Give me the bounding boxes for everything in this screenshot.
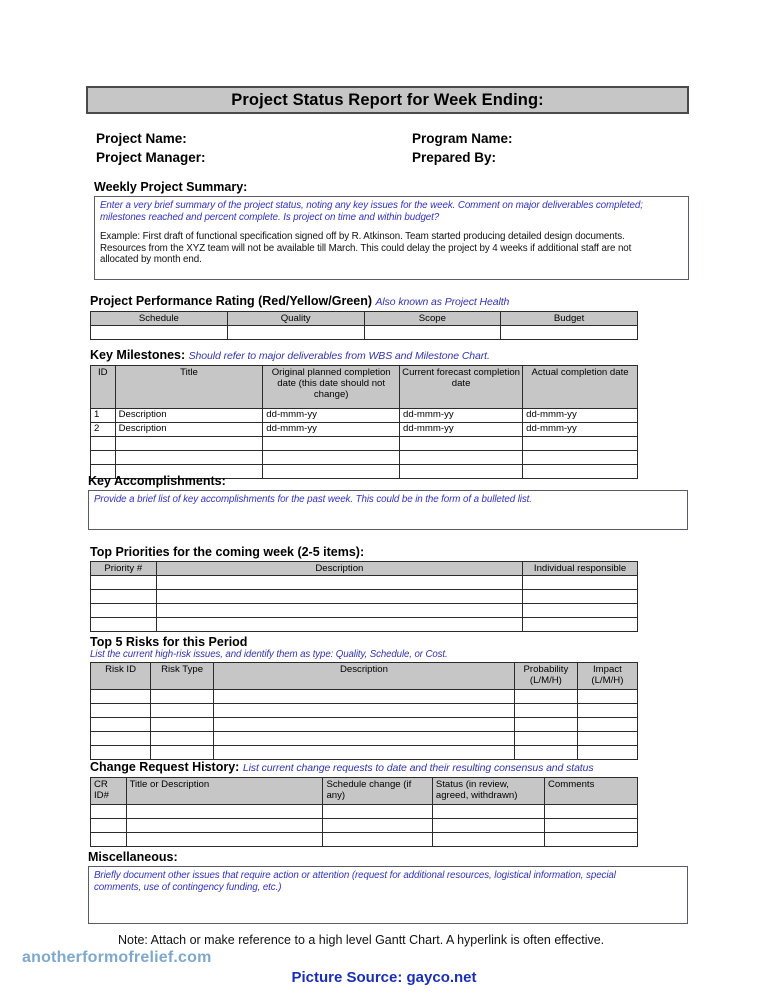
cell[interactable] — [263, 451, 400, 465]
cell[interactable] — [214, 690, 515, 704]
cell[interactable] — [432, 805, 544, 819]
cell[interactable]: dd-mmm-yy — [523, 409, 638, 423]
column-header-line: (L/M/H) — [529, 675, 562, 686]
top-priorities-heading: Top Priorities for the coming week (2-5 items): — [90, 545, 365, 559]
column-header — [577, 663, 637, 690]
cell[interactable] — [214, 746, 515, 760]
cell[interactable] — [151, 732, 214, 746]
column-header-line: agreed, withdrawn) — [435, 790, 518, 801]
table-header-row — [91, 778, 638, 805]
top-risks-hint: List the current high-risk issues, and identify them as type: Quality, Schedule, or Cost. — [90, 649, 448, 660]
cell[interactable] — [432, 819, 544, 833]
weekly-summary-example-line-2: Resources from the XYZ team will not be available till March. This could delay the project by 4 weeks if additional staff are not — [100, 242, 632, 254]
cell[interactable] — [514, 718, 577, 732]
table-header-row — [91, 663, 638, 690]
cell[interactable] — [364, 326, 501, 340]
cell[interactable] — [514, 704, 577, 718]
cell[interactable] — [501, 326, 638, 340]
key-milestones-title: Key Milestones: — [90, 348, 186, 362]
top-priorities-table — [90, 561, 638, 632]
table-row[interactable] — [91, 437, 638, 451]
column-header-line: ID# — [94, 790, 109, 801]
miscellaneous-section — [88, 850, 688, 924]
column-header: Budget — [501, 312, 638, 326]
column-header: Risk Type — [151, 663, 214, 690]
cell[interactable] — [514, 746, 577, 760]
column-header: Quality — [227, 312, 364, 326]
column-header: Description — [214, 663, 515, 690]
weekly-summary-heading: Weekly Project Summary: — [94, 180, 248, 194]
cell[interactable]: dd-mmm-yy — [400, 423, 523, 437]
cell[interactable] — [91, 690, 151, 704]
cell[interactable] — [91, 704, 151, 718]
cell[interactable] — [91, 833, 127, 847]
top-risks-section — [90, 635, 638, 760]
cell[interactable]: 1 — [91, 409, 116, 423]
column-header-line: Impact — [593, 664, 622, 675]
project-name-label: Project Name: — [96, 131, 187, 146]
table-row[interactable] — [91, 690, 638, 704]
cell[interactable] — [156, 604, 523, 618]
table-row[interactable] — [91, 704, 638, 718]
cell[interactable] — [156, 576, 523, 590]
column-header: ID — [91, 366, 116, 409]
cell[interactable] — [91, 437, 116, 451]
site-watermark: anotherformofrelief.com — [22, 949, 212, 966]
cell[interactable]: dd-mmm-yy — [263, 409, 400, 423]
prepared-by-label: Prepared By: — [412, 150, 497, 165]
table-header-row — [91, 562, 638, 576]
cell[interactable] — [544, 819, 637, 833]
page-title: Project Status Report for Week Ending: — [231, 90, 544, 109]
cell[interactable] — [544, 805, 637, 819]
weekly-summary-instruction-line-2: milestones reached and percent complete. Is project on time and within budget? — [100, 211, 440, 223]
column-header: Risk ID — [91, 663, 151, 690]
column-header: Comments — [544, 778, 637, 805]
key-accomplishments-heading: Key Accomplishments: — [88, 474, 226, 488]
column-header-line: Probability — [523, 664, 569, 675]
cell[interactable] — [126, 819, 323, 833]
miscellaneous-instruction-line-1: Briefly document other issues that require action or attention (request for additional resources, logistical information, special — [94, 870, 616, 881]
column-header — [432, 778, 544, 805]
cell[interactable] — [126, 805, 323, 819]
table-row[interactable] — [91, 805, 638, 819]
table-row[interactable] — [91, 326, 638, 340]
cell[interactable] — [400, 451, 523, 465]
performance-rating-section — [90, 294, 638, 340]
cell[interactable] — [523, 576, 638, 590]
column-header: Individual responsible — [523, 562, 638, 576]
performance-rating-table — [90, 311, 638, 340]
table-header-row — [91, 366, 638, 409]
column-header: Actual completion date — [523, 366, 638, 409]
cell[interactable] — [126, 833, 323, 847]
cell[interactable] — [91, 805, 127, 819]
cell[interactable] — [214, 718, 515, 732]
performance-rating-heading — [90, 294, 638, 309]
cell[interactable] — [214, 732, 515, 746]
gantt-chart-note: Note: Attach or make reference to a high level Gantt Chart. A hyperlink is often effective. — [118, 933, 605, 947]
column-header: Schedule — [91, 312, 228, 326]
performance-rating-title: Project Performance Rating (Red/Yellow/Green) — [90, 294, 373, 308]
cell[interactable] — [91, 604, 157, 618]
cell[interactable] — [523, 451, 638, 465]
cell[interactable] — [523, 604, 638, 618]
project-manager-label: Project Manager: — [96, 150, 206, 165]
change-request-hint: List current change requests to date and their resulting consensus and status — [242, 762, 594, 774]
table-row[interactable] — [91, 423, 638, 437]
miscellaneous-heading: Miscellaneous: — [88, 850, 178, 864]
column-header: Description — [156, 562, 523, 576]
table-row[interactable] — [91, 451, 638, 465]
column-header — [91, 778, 127, 805]
cell[interactable] — [523, 437, 638, 451]
table-row[interactable] — [91, 576, 638, 590]
spacer — [100, 223, 683, 231]
column-header-line: any) — [326, 790, 346, 801]
column-header — [514, 663, 577, 690]
key-milestones-hint: Should refer to major deliverables from WBS and Milestone Chart. — [188, 350, 490, 362]
cell[interactable]: dd-mmm-yy — [523, 423, 638, 437]
performance-rating-hint: Also known as Project Health — [375, 296, 510, 308]
cell[interactable]: dd-mmm-yy — [400, 409, 523, 423]
cell[interactable] — [91, 576, 157, 590]
cell[interactable] — [156, 590, 523, 604]
change-request-table — [90, 777, 638, 847]
cell[interactable] — [544, 833, 637, 847]
cell[interactable]: Description — [115, 409, 263, 423]
table-row[interactable] — [91, 718, 638, 732]
cell[interactable] — [91, 451, 116, 465]
key-milestones-section — [90, 348, 638, 479]
cell[interactable] — [91, 618, 157, 632]
cell[interactable] — [514, 732, 577, 746]
weekly-summary-instruction-line-1: Enter a very brief summary of the project status, noting any key issues for the week. Comment on major deliverables completed; — [100, 200, 643, 211]
cell[interactable] — [577, 718, 637, 732]
identity-row-2 — [96, 148, 696, 167]
table-row[interactable] — [91, 746, 638, 760]
weekly-summary-example-line-3: allocated by month end. — [100, 254, 202, 266]
table-row[interactable] — [91, 590, 638, 604]
top-priorities-section — [90, 545, 638, 632]
column-header-line: (L/M/H) — [591, 675, 624, 686]
change-request-history-section — [90, 760, 638, 847]
column-header-line: CR — [94, 779, 108, 790]
cell[interactable] — [91, 819, 127, 833]
table-header-row — [91, 312, 638, 326]
cell[interactable] — [91, 326, 228, 340]
cell[interactable] — [91, 746, 151, 760]
report-title-banner — [86, 86, 689, 114]
cell[interactable] — [577, 704, 637, 718]
change-request-heading — [90, 760, 638, 775]
column-header: Current forecast completion date — [400, 366, 523, 409]
cell[interactable] — [523, 618, 638, 632]
cell[interactable]: 2 — [91, 423, 116, 437]
miscellaneous-textbox[interactable] — [88, 866, 688, 924]
cell[interactable] — [323, 819, 432, 833]
cell[interactable] — [156, 618, 523, 632]
weekly-summary-textbox[interactable] — [94, 196, 689, 280]
table-row[interactable] — [91, 833, 638, 847]
key-milestones-heading — [90, 348, 638, 363]
key-accomplishments-instruction: Provide a brief list of key accomplishments for the past week. This could be in the form of a bulleted list. — [94, 494, 532, 505]
weekly-summary-example-line-1: Example: First draft of functional specification signed off by R. Atkinson. Team started producing detailed design documents. — [100, 231, 625, 243]
cell[interactable] — [323, 833, 432, 847]
project-identity-fields — [96, 129, 696, 167]
table-row[interactable] — [91, 819, 638, 833]
cell[interactable] — [432, 833, 544, 847]
column-header: Priority # — [91, 562, 157, 576]
cell[interactable]: Description — [115, 423, 263, 437]
cell[interactable] — [151, 746, 214, 760]
key-milestones-table — [90, 365, 638, 479]
top-risks-heading: Top 5 Risks for this Period — [90, 635, 248, 649]
change-request-title: Change Request History: — [90, 760, 240, 774]
picture-source-caption: Picture Source: gayco.net — [291, 969, 477, 986]
key-accomplishments-textbox[interactable] — [88, 490, 688, 530]
table-row[interactable] — [91, 409, 638, 423]
cell[interactable] — [577, 746, 637, 760]
top-risks-table — [90, 662, 638, 760]
miscellaneous-instruction-line-2: comments, use of contingency funding, etc.) — [94, 881, 282, 893]
cell[interactable] — [151, 690, 214, 704]
cell[interactable] — [577, 690, 637, 704]
key-accomplishments-section — [88, 474, 688, 530]
cell[interactable] — [400, 437, 523, 451]
cell[interactable] — [91, 718, 151, 732]
table-row[interactable] — [91, 604, 638, 618]
column-header-line: Schedule change (if — [326, 779, 412, 790]
cell[interactable] — [323, 805, 432, 819]
column-header: Scope — [364, 312, 501, 326]
table-row[interactable] — [91, 732, 638, 746]
cell[interactable] — [214, 704, 515, 718]
cell[interactable] — [115, 437, 263, 451]
program-name-label: Program Name: — [412, 131, 513, 146]
cell[interactable] — [514, 690, 577, 704]
identity-row-1 — [96, 129, 696, 148]
weekly-project-summary-section — [94, 180, 689, 280]
column-header: Original planned completion date (this date should not change) — [263, 366, 400, 409]
cell[interactable] — [263, 437, 400, 451]
cell[interactable] — [91, 732, 151, 746]
cell[interactable] — [91, 590, 157, 604]
table-row[interactable] — [91, 618, 638, 632]
column-header: Title or Description — [126, 778, 323, 805]
cell[interactable] — [115, 451, 263, 465]
column-header-line: Status (in review, — [435, 779, 509, 790]
cell[interactable] — [151, 718, 214, 732]
cell[interactable] — [523, 590, 638, 604]
cell[interactable] — [577, 732, 637, 746]
cell[interactable]: dd-mmm-yy — [263, 423, 400, 437]
column-header — [323, 778, 432, 805]
cell[interactable] — [227, 326, 364, 340]
cell[interactable] — [151, 704, 214, 718]
column-header: Title — [115, 366, 263, 409]
